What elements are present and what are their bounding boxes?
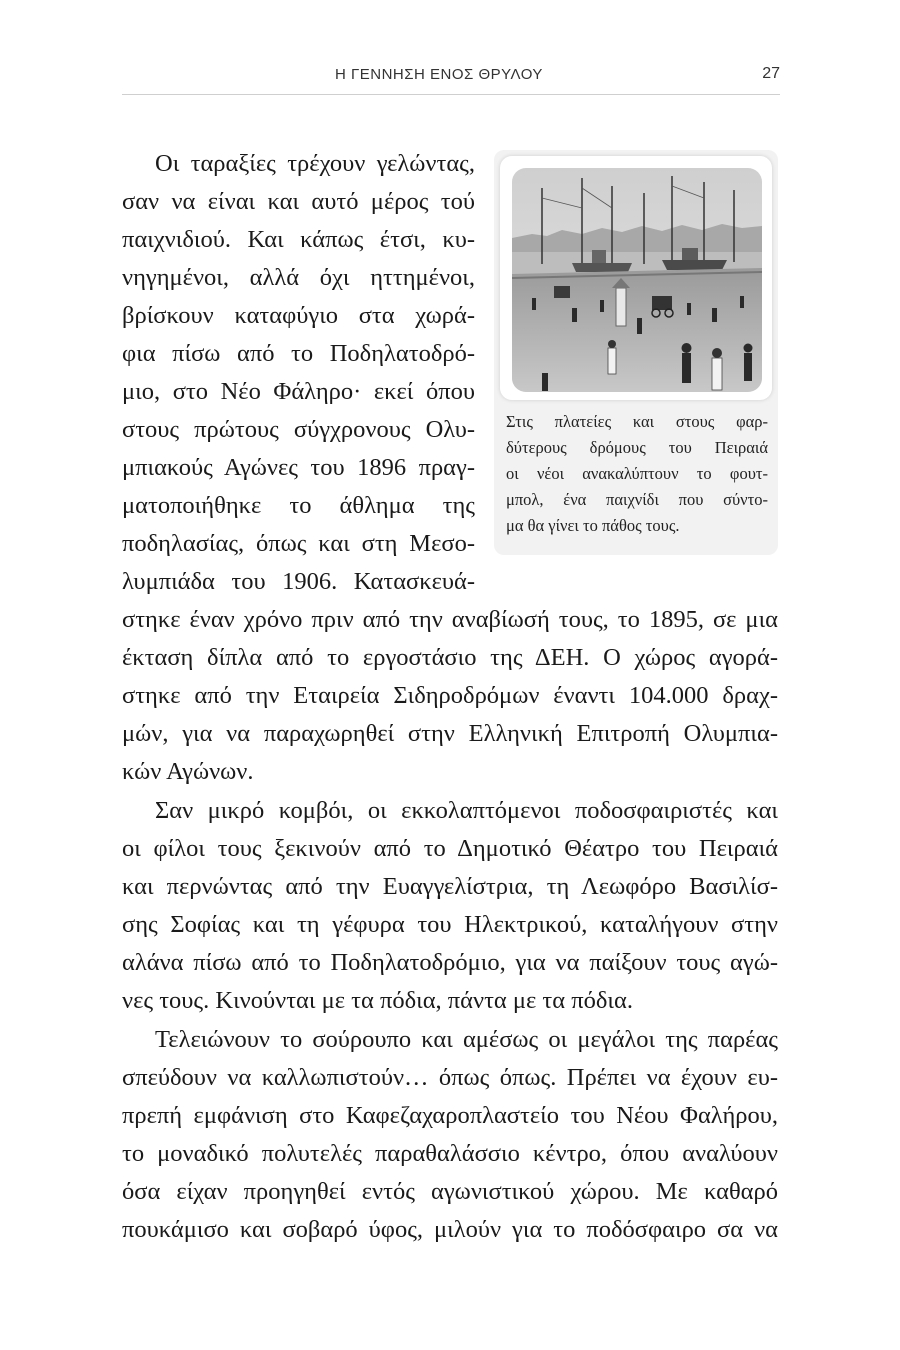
body-text-line: φια πίσω από το Ποδηλατοδρό- — [122, 340, 475, 367]
running-title: Η ΓΕΝΝΗΣΗ ΕΝΟΣ ΘΡΥΛΟΥ — [335, 66, 543, 83]
caption-line: δύτερους δρόμους του Πειραιά — [506, 438, 768, 457]
body-text-line: όσα είχαν προηγηθεί εντός αγωνιστικού χώρου. Με καθαρό — [122, 1178, 778, 1205]
body-text-line: στηκε από την Εταιρεία Σιδηροδρόμων έναντι 104.000 δραχ- — [122, 682, 778, 709]
body-text-line: και περνώντας από την Ευαγγελίστρια, τη Λεωφόρο Βασιλίσ- — [122, 873, 778, 900]
figure-box — [494, 150, 778, 555]
body-text-line: σης Σοφίας και τη γέφυρα του Ηλεκτρικού, καταλήγουν στην — [122, 911, 778, 938]
body-text-line: παιχνιδιού. Και κάπως έτσι, κυ- — [122, 226, 475, 253]
body-text-line: οι φίλοι τους ξεκινούν από το Δημοτικό Θέατρο του Πειραιά — [122, 835, 778, 862]
body-text-line: στους πρώτους σύγχρονους Ολυ- — [122, 416, 475, 443]
body-text-line: σπεύδουν να καλλωπιστούν… όπως όπως. Πρέπει να έχουν ευ- — [122, 1064, 778, 1091]
body-text-line: πουκάμισο και σοβαρό ύφος, μιλούν για το ποδόσφαιρο σα να — [122, 1216, 778, 1243]
body-text-line: Οι ταραξίες τρέχουν γελώντας, — [155, 150, 475, 177]
historic-harbor-photo — [512, 168, 762, 392]
body-text-line: πρεπή εμφάνιση στο Καφεζαχαροπλαστείο του Νέου Φαλήρου, — [122, 1102, 778, 1129]
caption-line: μα θα γίνει το πάθος τους. — [506, 516, 680, 535]
photo-frame — [500, 156, 772, 400]
caption-line: Στις πλατείες και στους φαρ- — [506, 412, 768, 431]
body-text-line: έκταση δίπλα από το εργοστάσιο της ΔΕΗ. Ο χώρος αγορά- — [122, 644, 778, 671]
body-text-line: αλάνα πίσω από το Ποδηλατοδρόμιο, για να παίξουν τους αγώ- — [122, 949, 778, 976]
body-text-line: το μοναδικό πολυτελές παραθαλάσσιο κέντρο, όπου αναλύουν — [122, 1140, 778, 1167]
body-text-line: στηκε έναν χρόνο πριν από την αναβίωσή τους, το 1895, σε μια — [122, 606, 778, 633]
body-text-line: κών Αγώνων. — [122, 758, 254, 785]
caption-line: μπολ, ένα παιχνίδι που σύντο- — [506, 490, 768, 509]
body-text-line: Τελειώνουν το σούρουπο και αμέσως οι μεγάλοι της παρέας — [155, 1026, 778, 1053]
body-text-line: ποδηλασίας, όπως και στη Μεσο- — [122, 530, 475, 557]
running-header — [122, 66, 780, 95]
caption-line: οι νέοι ανακαλύπτουν το φουτ- — [506, 464, 768, 483]
body-text-line: νες τους. Κινούνται με τα πόδια, πάντα με τα πόδια. — [122, 987, 633, 1014]
body-text-line: μπιακούς Αγώνες του 1896 πραγ- — [122, 454, 475, 481]
body-text-line: νηγημένοι, αλλά όχι ηττημένοι, — [122, 264, 475, 291]
page-number: 27 — [762, 65, 780, 82]
body-text-line: μών, για να παραχωρηθεί στην Ελληνική Επιτροπή Ολυμπια- — [122, 720, 778, 747]
body-text-line: Σαν μικρό κομβόι, οι εκκολαπτόμενοι ποδοσφαιριστές και — [155, 797, 778, 824]
body-text-line: λυμπιάδα του 1906. Κατασκευά- — [122, 568, 475, 595]
body-text-line: βρίσκουν καταφύγιο στα χωρά- — [122, 302, 475, 329]
body-text-line: μιο, στο Νέο Φάληρο· εκεί όπου — [122, 378, 475, 405]
body-text-line: σαν να είναι και αυτό μέρος τού — [122, 188, 475, 215]
body-text-line: ματοποιήθηκε το άθλημα της — [122, 492, 475, 519]
